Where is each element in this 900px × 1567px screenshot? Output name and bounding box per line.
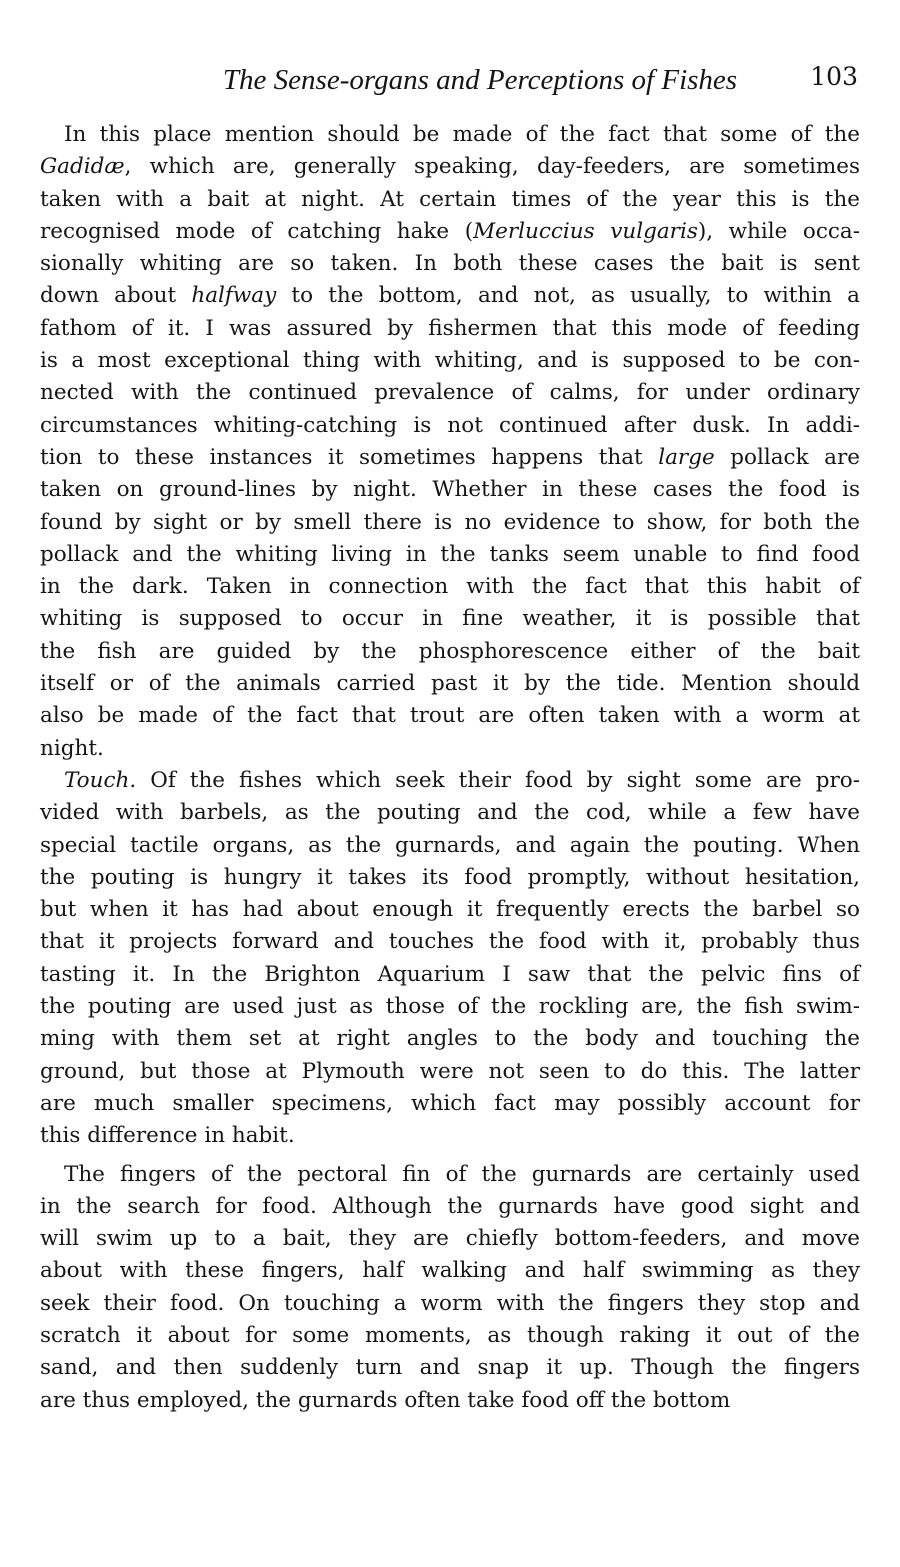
- paragraph: [40, 765, 860, 1153]
- text-line: whiting is supposed to occur in fine weather, it is possible that: [40, 606, 860, 632]
- text-line: but when it has had about enough it frequently erects the barbel so: [40, 897, 860, 923]
- text-line: this difference in habit.: [40, 1123, 295, 1149]
- text-line: Gadidæ, which are, generally speaking, day-feeders, are sometimes: [40, 154, 860, 180]
- text-line: the pouting are used just as those of the rockling are, the fish swim-: [40, 994, 860, 1020]
- text-line: taken on ground-lines by night. Whether in these cases the food is: [40, 477, 860, 503]
- text-line: The fingers of the pectoral fin of the gurnards are certainly used: [64, 1161, 860, 1187]
- text-line: seek their food. On touching a worm with the fingers they stop and: [40, 1290, 860, 1316]
- page-number: 103: [810, 62, 858, 91]
- text-line: night.: [40, 735, 104, 761]
- text-line: special tactile organs, as the gurnards, and again the pouting. When: [40, 832, 860, 858]
- text-line: the fish are guided by the phosphorescence either of the bait: [40, 638, 860, 664]
- text-line: down about halfway to the bottom, and not, as usually, to within a: [40, 283, 860, 309]
- text-line: also be made of the fact that trout are often taken with a worm at: [40, 703, 860, 729]
- text-line: tion to these instances it sometimes happens that large pollack are: [40, 444, 860, 470]
- text-line: ground, but those at Plymouth were not seen to do this. The latter: [40, 1058, 860, 1084]
- text-line: that it projects forward and touches the food with it, probably thus: [40, 929, 860, 955]
- text-line: sand, and then suddenly turn and snap it up. Though the fingers: [40, 1355, 860, 1381]
- text-line: Touch. Of the fishes which seek their food by sight some are pro-: [64, 767, 860, 793]
- text-line: nected with the continued prevalence of calms, for under ordinary: [40, 380, 860, 406]
- running-title: The Sense-organs and Perceptions of Fishes: [222, 64, 738, 96]
- text-line: sionally whiting are so taken. In both these cases the bait is sent: [40, 251, 860, 277]
- text-line: pollack and the whiting living in the tanks seem unable to find food: [40, 541, 860, 567]
- paragraph: [40, 119, 860, 765]
- text-line: fathom of it. I was assured by fishermen that this mode of feeding: [40, 315, 860, 341]
- text-line: will swim up to a bait, they are chiefly bottom-feeders, and move: [40, 1226, 860, 1252]
- text-line: the pouting is hungry it takes its food promptly, without hesitation,: [40, 864, 860, 890]
- text-line: found by sight or by smell there is no evidence to show, for both the: [40, 509, 860, 535]
- paragraph: [40, 1159, 860, 1417]
- text-line: In this place mention should be made of the fact that some of the: [64, 122, 860, 147]
- text-line: scratch it about for some moments, as though raking it out of the: [40, 1322, 860, 1348]
- text-line: tasting it. In the Brighton Aquarium I saw that the pelvic fins of: [40, 961, 860, 987]
- body-text: [40, 119, 860, 1417]
- text-line: itself or of the animals carried past it by the tide. Mention should: [40, 671, 860, 697]
- text-line: ming with them set at right angles to the body and touching the: [40, 1026, 860, 1052]
- text-line: in the dark. Taken in connection with the fact that this habit of: [40, 574, 860, 600]
- text-line: are thus employed, the gurnards often take food off the bottom: [40, 1387, 731, 1413]
- text-line: taken with a bait at night. At certain times of the year this is the: [40, 186, 860, 212]
- text-line: is a most exceptional thing with whiting, and is supposed to be con-: [40, 348, 860, 374]
- text-line: circumstances whiting-catching is not continued after dusk. In addi-: [40, 412, 860, 438]
- text-line: are much smaller specimens, which fact may possibly account for: [40, 1090, 860, 1116]
- text-line: about with these fingers, half walking and half swimming as they: [40, 1258, 860, 1284]
- text-line: vided with barbels, as the pouting and the cod, while a few have: [40, 800, 860, 826]
- text-line: recognised mode of catching hake (Merluccius vulgaris), while occa-: [40, 218, 860, 244]
- text-line: in the search for food. Although the gurnards have good sight and: [40, 1193, 860, 1219]
- page-header: [40, 60, 860, 100]
